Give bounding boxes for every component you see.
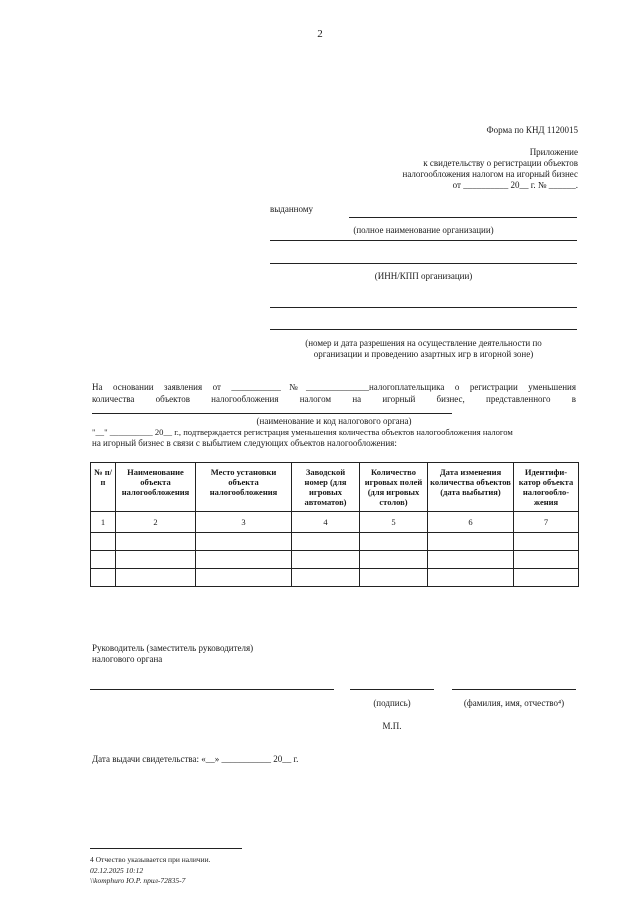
tax-authority-line	[92, 413, 452, 414]
footnote-text: 4 Отчество указывается при наличии.	[90, 855, 211, 864]
head-label-1: Руководитель (заместитель руководителя)	[92, 643, 254, 653]
org-full-name-caption: (полное наименование организации)	[353, 225, 494, 235]
seal-placeholder: М.П.	[382, 721, 402, 731]
appendix-title: Приложение	[529, 147, 578, 157]
col-number-6: 6	[428, 512, 514, 533]
org-name-line-1	[349, 217, 577, 218]
table-numbering-row	[91, 512, 579, 533]
body-line-1: На основании заявления от ___________№______________налогоплательщика о регистрации уменьшения	[92, 382, 576, 392]
table-row	[91, 551, 579, 569]
col-number-1: 1	[91, 512, 116, 533]
appendix-line-2: налогообложения налогом на игорный бизнес	[402, 169, 578, 179]
body-line-4: на игорный бизнес в связи с выбытием следующих объектов налогообложения:	[92, 438, 397, 448]
col-header-location: Место установки объекта налогообложения	[196, 463, 292, 512]
appendix-line-3: от __________ 20__ г. № ______.	[452, 180, 578, 190]
objects-table	[90, 462, 579, 587]
body-line-3: "__" __________ 20__ г., подтверждается регистрация уменьшения количества объектов налогообложения налогом	[92, 427, 513, 437]
col-header-number: № п/п	[91, 463, 116, 512]
form-code: Форма по КНД 1120015	[486, 125, 578, 135]
col-header-object-name: Наименование объекта налогообложения	[116, 463, 196, 512]
permit-line-1	[270, 307, 577, 308]
body-line-2: количества объектов налогообложения налогом на игорный бизнес, представленного в	[92, 394, 576, 404]
page-number: 2	[317, 28, 323, 40]
col-number-7: 7	[514, 512, 579, 533]
tax-authority-caption: (наименование и код налогового органа)	[256, 416, 412, 426]
col-header-fields-count: Количество игровых полей (для игровых столов)	[360, 463, 428, 512]
print-stamp-path: \\komphuro Ю.Р. прил-72835-7	[90, 876, 186, 885]
col-header-identifier: Идентифи-катор объекта налогообло-жения	[514, 463, 579, 512]
signature-caption: (подпись)	[373, 698, 411, 708]
col-number-4: 4	[292, 512, 360, 533]
full-name-line	[452, 689, 576, 690]
footnote-separator	[90, 848, 242, 849]
permit-line-2	[270, 329, 577, 330]
col-header-change-date: Дата изменения количества объектов (дата выбытия)	[428, 463, 514, 512]
issue-date-line: Дата выдачи свидетельства: «__» ___________ 20__ г.	[92, 754, 299, 764]
full-name-caption: (фамилия, имя, отчество⁴)	[463, 698, 565, 708]
org-name-line-2	[270, 240, 577, 241]
inn-kpp-caption: (ИНН/КПП организации)	[374, 271, 473, 281]
appendix-line-1: к свидетельству о регистрации объектов	[423, 158, 578, 168]
table-row	[91, 569, 579, 587]
col-number-3: 3	[196, 512, 292, 533]
col-number-2: 2	[116, 512, 196, 533]
inn-kpp-line	[270, 263, 577, 264]
permit-caption-2: организации и проведению азартных игр в игорной зоне)	[313, 349, 534, 359]
table-row	[91, 533, 579, 551]
issued-to-label: выданному	[270, 204, 314, 214]
head-label-2: налогового органа	[92, 654, 163, 664]
table-header-row	[91, 463, 579, 512]
print-stamp-date: 02.12.2025 10:12	[90, 866, 144, 875]
head-position-line	[90, 689, 334, 690]
col-number-5: 5	[360, 512, 428, 533]
signature-line	[350, 689, 434, 690]
permit-caption-1: (номер и дата разрешения на осуществление деятельности по	[305, 338, 542, 348]
col-header-serial-number: Заводской номер (для игровых автоматов)	[292, 463, 360, 512]
